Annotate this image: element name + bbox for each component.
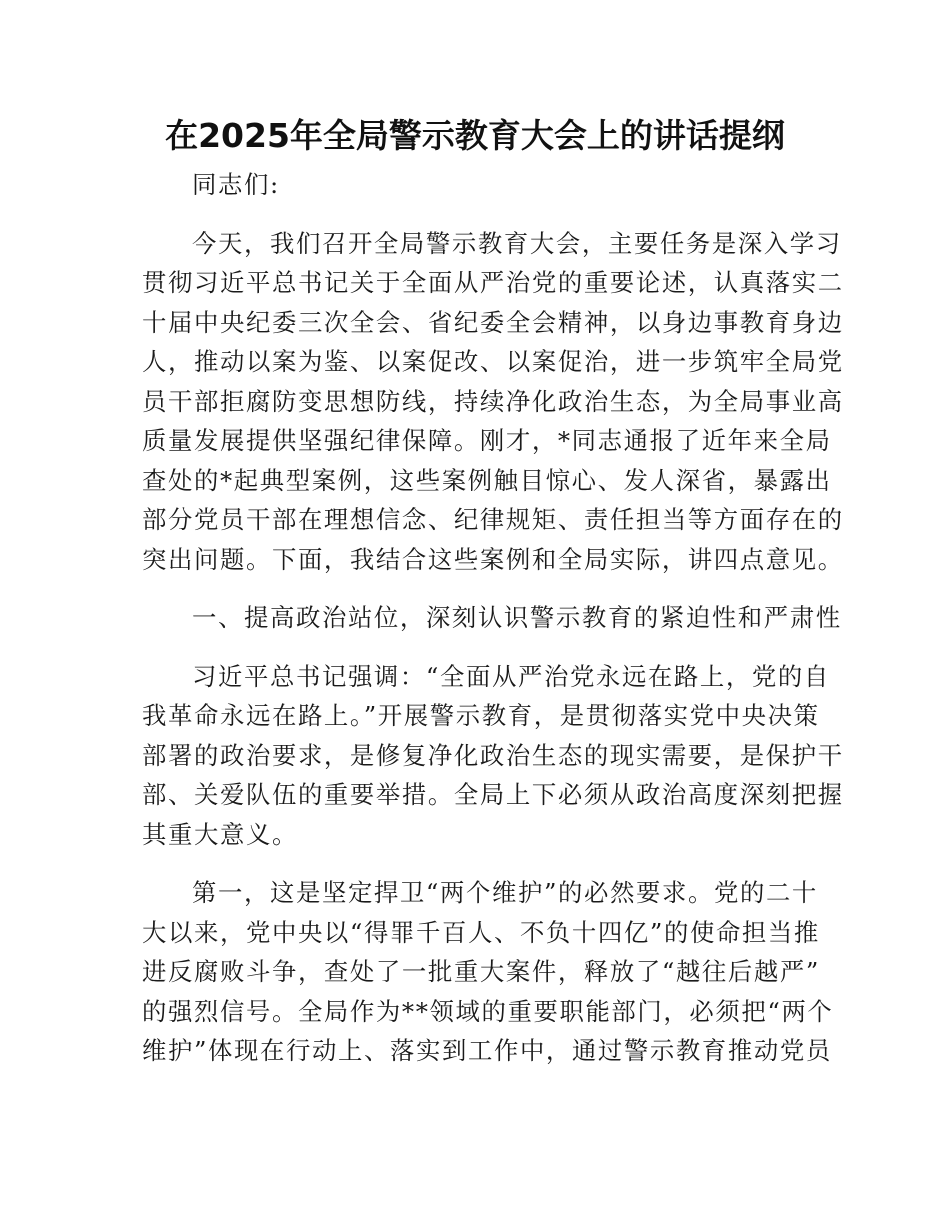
section-heading: 一、提高政治站位，深刻认识警示教育的紧迫性和严肃性: [192, 603, 842, 632]
paragraph-line: 贯彻习近平总书记关于全面从严治党的重要论述，认真落实二: [142, 268, 844, 297]
paragraph-line: 我革命永远在路上。”开展警示教育，是贯彻落实党中央决策: [142, 701, 820, 730]
paragraph-line: 的强烈信号。全局作为**领域的重要职能部门，必须把“两个: [142, 996, 834, 1026]
paragraph-line: 习近平总书记强调：“全面从严治党永远在路上，党的自: [192, 661, 830, 691]
paragraph-line: 第一，这是坚定捍卫“两个维护”的必然要求。党的二十: [192, 878, 818, 907]
paragraph-line: 员干部拒腐防变思想防线，持续净化政治生态，为全局事业高: [142, 386, 844, 416]
document-title: 在2025年全局警示教育大会上的讲话提纲: [165, 116, 785, 155]
paragraph-line: 维护”体现在行动上、落实到工作中，通过警示教育推动党员: [142, 1036, 832, 1065]
paragraph-line: 突出问题。下面，我结合这些案例和全局实际，讲四点意见。: [142, 544, 844, 574]
paragraph-line: 部、关爱队伍的重要举措。全局上下必须从政治高度深刻把握: [142, 780, 844, 809]
document-body: [142, 165, 844, 1071]
paragraph-line: 查处的*起典型案例，这些案例触目惊心、发人深省，暴露出: [142, 465, 832, 495]
paragraph-line: 今天，我们召开全局警示教育大会，主要任务是深入学习: [192, 228, 842, 258]
paragraph-line: 部署的政治要求，是修复净化政治生态的现实需要，是保护干: [142, 740, 844, 770]
paragraph-first-point: [142, 873, 834, 1071]
paragraph-line: 十届中央纪委三次全会、省纪委全会精神，以身边事教育身边: [142, 307, 844, 337]
paragraph-line: 质量发展提供坚强纪律保障。刚才，*同志通报了近年来全局: [142, 426, 832, 455]
paragraph-line: 其重大意义。: [142, 819, 298, 849]
paragraph-line: 部分党员干部在理想信念、纪律规矩、责任担当等方面存在的: [142, 505, 844, 534]
paragraph-opening: [142, 224, 844, 580]
paragraph-intro: [142, 657, 844, 855]
paragraph-line: 进反腐败斗争，查处了一批重大案件，释放了“越往后越严”: [142, 957, 820, 986]
paragraph-line: 大以来，党中央以“得罪千百人、不负十四亿”的使命担当推: [142, 917, 820, 947]
paragraph-line: 人，推动以案为鉴、以案促改、以案促治，进一步筑牢全局党: [142, 347, 844, 376]
greeting: 同志们:: [192, 170, 280, 199]
